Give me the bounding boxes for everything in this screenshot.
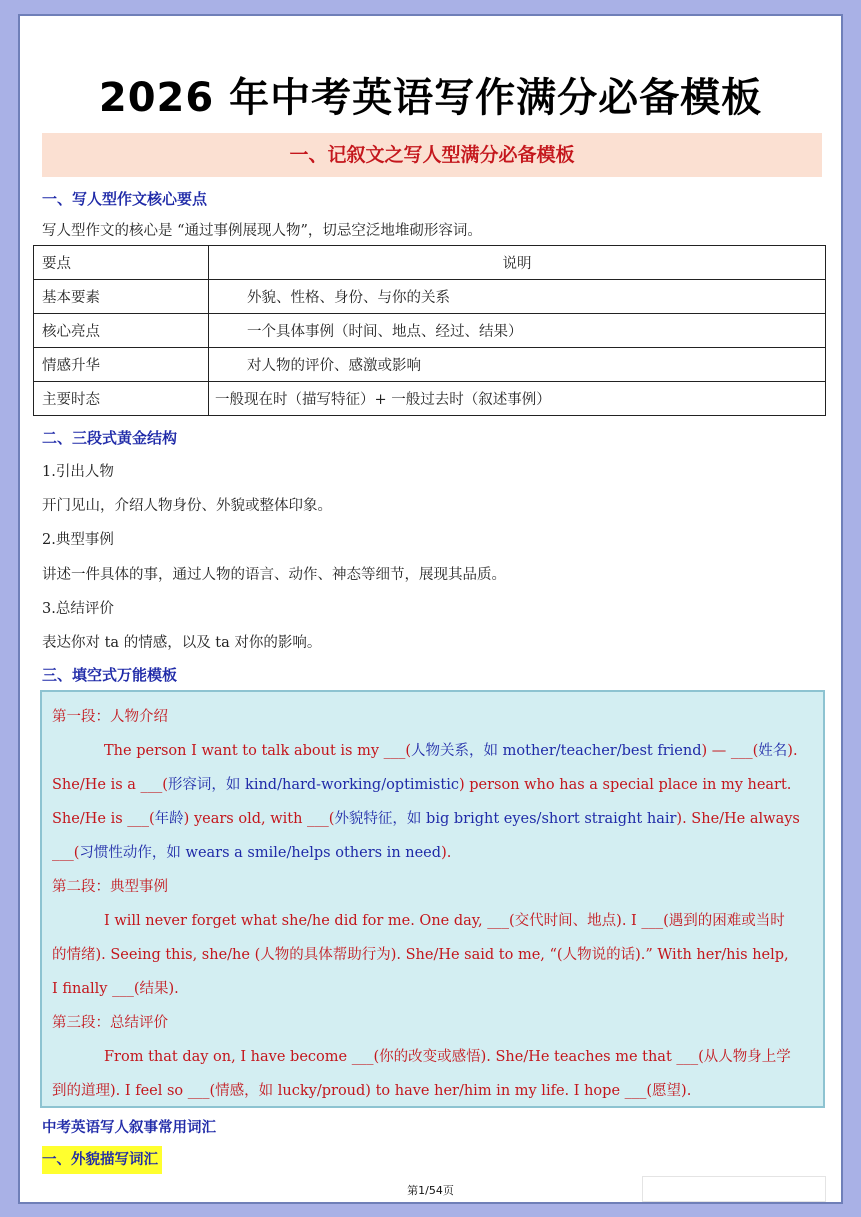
table-cell: 外貌、性格、身份、与你的关系 xyxy=(209,280,826,314)
section2-heading: 二、三段式黄金结构 xyxy=(42,429,178,447)
vocab-heading: 中考英语写人叙事常用词汇 xyxy=(42,1120,216,1136)
paragraph1-heading: 第一段：人物介绍 xyxy=(52,709,168,725)
table-cell: 对人物的评价、感激或影响 xyxy=(209,348,826,382)
paragraph3-line2: 到的道理). I feel so ___(情感，如 lucky/proud) to have her/him in my life. I hope ___(愿望). xyxy=(52,1083,692,1099)
table-cell: 基本要素 xyxy=(34,280,209,314)
structure-label-2: 2.典型事例 xyxy=(42,532,114,548)
table-header-row xyxy=(34,246,826,280)
paragraph3-line1: From that day on, I have become ___(你的改变或感悟). She/He teaches me that ___(从人物身上学 xyxy=(104,1049,791,1065)
structure-label-3: 3.总结评价 xyxy=(42,601,114,617)
table-header-cell: 说明 xyxy=(209,246,826,280)
paragraph1-line3: She/He is ___(年龄) years old, with ___(外貌特征，如 big bright eyes/short straight hair). She/He always xyxy=(52,811,800,827)
corner-box xyxy=(642,1176,826,1202)
key-points-table xyxy=(33,245,826,416)
section1-heading: 一、写人型作文核心要点 xyxy=(42,190,208,208)
table-header-cell: 要点 xyxy=(34,246,209,280)
page-number: 第1/54页 xyxy=(407,1184,454,1197)
table-cell: 主要时态 xyxy=(34,382,209,416)
paragraph1-line1: The person I want to talk about is my ___(人物关系，如 mother/teacher/best friend) — ___(姓名). xyxy=(104,743,798,759)
structure-text-3: 表达你对 ta 的情感，以及 ta 对你的影响。 xyxy=(42,635,322,651)
table-cell: 情感升华 xyxy=(34,348,209,382)
vocab-subheading: 一、外貌描写词汇 xyxy=(42,1146,162,1174)
table-cell: 核心亮点 xyxy=(34,314,209,348)
template-box xyxy=(40,690,825,1108)
table-row xyxy=(34,280,826,314)
structure-label-1: 1.引出人物 xyxy=(42,464,114,480)
page-title: 2026 年中考英语写作满分必备模板 xyxy=(98,75,763,121)
structure-text-2: 讲述一件具体的事，通过人物的语言、动作、神态等细节，展现其品质。 xyxy=(42,567,506,583)
paragraph1-line2: She/He is a ___(形容词，如 kind/hard-working/optimistic) person who has a special place in my heart. xyxy=(52,777,792,793)
section-banner: 一、记叙文之写人型满分必备模板 xyxy=(42,133,822,177)
structure-text-1: 开门见山，介绍人物身份、外貌或整体印象。 xyxy=(42,498,332,514)
section3-heading: 三、填空式万能模板 xyxy=(42,666,178,684)
table-row xyxy=(34,314,826,348)
table-row xyxy=(34,348,826,382)
section1-intro: 写人型作文的核心是 “通过事例展现人物”，切忌空泛地堆砌形容词。 xyxy=(42,223,482,239)
table-cell: 一般现在时（描写特征）+ 一般过去时（叙述事例） xyxy=(209,382,826,416)
paragraph2-line3: I finally ___(结果). xyxy=(52,981,179,997)
document-page xyxy=(18,14,843,1204)
paragraph2-line1: I will never forget what she/he did for me. One day, ___(交代时间、地点). I ___(遇到的困难或当时 xyxy=(104,913,785,929)
paragraph1-line4: ___(习惯性动作，如 wears a smile/helps others in need). xyxy=(52,845,452,861)
paragraph2-line2: 的情绪). Seeing this, she/he (人物的具体帮助行为). She/He said to me, “(人物说的话).” With her/his help, xyxy=(52,947,789,963)
table-cell: 一个具体事例（时间、地点、经过、结果） xyxy=(209,314,826,348)
paragraph2-heading: 第二段：典型事例 xyxy=(52,879,168,895)
paragraph3-heading: 第三段：总结评价 xyxy=(52,1015,168,1031)
table-row xyxy=(34,382,826,416)
